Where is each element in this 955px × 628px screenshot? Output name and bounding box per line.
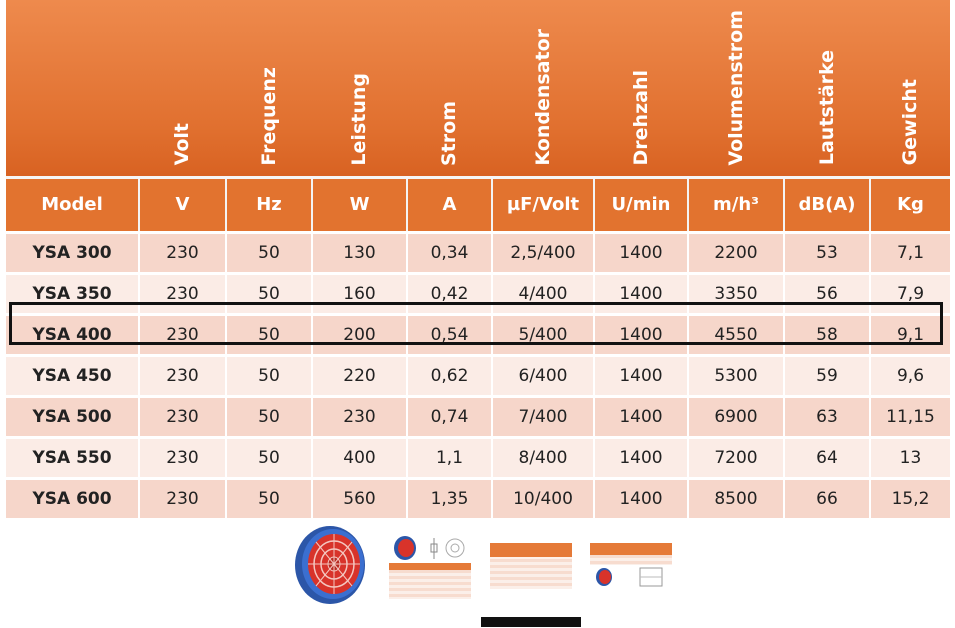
param-label: Volt	[171, 123, 193, 166]
column-header: µF/Volt	[492, 177, 594, 232]
value-cell: 200	[312, 314, 407, 355]
value-cell: 1400	[594, 232, 688, 273]
value-cell: 230	[139, 232, 226, 273]
value-cell: 0,42	[407, 273, 492, 314]
product-table-thumbnail[interactable]	[590, 543, 672, 589]
model-cell: YSA 350	[6, 273, 139, 314]
value-cell: 53	[784, 232, 870, 273]
param-label-cell	[784, 0, 870, 177]
table-row	[6, 232, 950, 273]
param-label-cell	[870, 0, 950, 177]
value-cell: 230	[139, 478, 226, 518]
value-cell: 230	[139, 273, 226, 314]
mini-table-header	[490, 543, 572, 557]
value-cell: 1,1	[407, 437, 492, 478]
value-cell: 50	[226, 273, 312, 314]
table-row	[6, 314, 950, 355]
param-label-cell	[226, 0, 312, 177]
column-header: A	[407, 177, 492, 232]
value-cell: 58	[784, 314, 870, 355]
value-cell: 5300	[688, 355, 784, 396]
table-row	[6, 273, 950, 314]
value-cell: 50	[226, 355, 312, 396]
value-cell: 7,9	[870, 273, 950, 314]
model-cell: YSA 300	[6, 232, 139, 273]
value-cell: 50	[226, 232, 312, 273]
value-cell: 13	[870, 437, 950, 478]
param-label: Kondensator	[531, 28, 554, 166]
column-header: W	[312, 177, 407, 232]
value-cell: 230	[312, 396, 407, 437]
model-cell: YSA 550	[6, 437, 139, 478]
value-cell: 66	[784, 478, 870, 518]
value-cell: 11,15	[870, 396, 950, 437]
carousel-scrollbar[interactable]	[481, 617, 581, 627]
mini-table-rows	[490, 559, 572, 589]
mini-table-rows	[590, 555, 672, 565]
value-cell: 1400	[594, 314, 688, 355]
value-cell: 0,54	[407, 314, 492, 355]
value-cell: 400	[312, 437, 407, 478]
value-cell: 9,1	[870, 314, 950, 355]
header-corner	[6, 0, 139, 177]
value-cell: 5/400	[492, 314, 594, 355]
value-cell: 4/400	[492, 273, 594, 314]
model-cell: YSA 450	[6, 355, 139, 396]
table-row	[6, 478, 950, 518]
value-cell: 2200	[688, 232, 784, 273]
value-cell: 50	[226, 437, 312, 478]
parameter-label-row	[6, 0, 950, 177]
param-label-cell	[492, 0, 594, 177]
spec-sheet-thumbnail[interactable]	[389, 533, 471, 599]
mini-table-header	[389, 563, 471, 570]
value-cell: 1400	[594, 478, 688, 518]
value-cell: 160	[312, 273, 407, 314]
value-cell: 6/400	[492, 355, 594, 396]
spec-table-area	[6, 0, 950, 518]
value-cell: 0,62	[407, 355, 492, 396]
value-cell: 0,74	[407, 396, 492, 437]
value-cell: 2,5/400	[492, 232, 594, 273]
value-cell: 50	[226, 478, 312, 518]
value-cell: 10/400	[492, 478, 594, 518]
value-cell: 1400	[594, 437, 688, 478]
table-body	[6, 232, 950, 518]
param-label-cell	[407, 0, 492, 177]
value-cell: 15,2	[870, 478, 950, 518]
table-row	[6, 396, 950, 437]
column-header: dB(A)	[784, 177, 870, 232]
column-header: Hz	[226, 177, 312, 232]
specification-table	[6, 0, 950, 518]
model-cell: YSA 600	[6, 478, 139, 518]
param-label-cell	[594, 0, 688, 177]
model-cell: YSA 500	[6, 396, 139, 437]
value-cell: 6900	[688, 396, 784, 437]
value-cell: 1400	[594, 273, 688, 314]
spec-sheet-drawing	[389, 533, 471, 563]
value-cell: 230	[139, 396, 226, 437]
value-cell: 7200	[688, 437, 784, 478]
data-table-thumbnail[interactable]	[490, 543, 572, 589]
param-label: Strom	[438, 100, 460, 166]
param-label: Drehzahl	[629, 70, 652, 166]
value-cell: 130	[312, 232, 407, 273]
product-drawing	[590, 565, 672, 589]
model-cell: YSA 400	[6, 314, 139, 355]
value-cell: 1400	[594, 355, 688, 396]
column-header: Kg	[870, 177, 950, 232]
table-row	[6, 355, 950, 396]
unit-header-row	[6, 177, 950, 232]
value-cell: 8/400	[492, 437, 594, 478]
param-label: Gewicht	[898, 79, 921, 166]
fan-photo-icon[interactable]	[292, 524, 370, 606]
value-cell: 230	[139, 355, 226, 396]
column-header: U/min	[594, 177, 688, 232]
value-cell: 4550	[688, 314, 784, 355]
column-header: V	[139, 177, 226, 232]
value-cell: 63	[784, 396, 870, 437]
param-label-cell	[688, 0, 784, 177]
value-cell: 56	[784, 273, 870, 314]
param-label: Lautstärke	[815, 50, 838, 166]
value-cell: 3350	[688, 273, 784, 314]
value-cell: 64	[784, 437, 870, 478]
value-cell: 50	[226, 314, 312, 355]
value-cell: 230	[139, 314, 226, 355]
param-label-cell	[139, 0, 226, 177]
column-header: m/h³	[688, 177, 784, 232]
mini-table-header	[590, 543, 672, 555]
value-cell: 560	[312, 478, 407, 518]
param-label: Frequenz	[257, 66, 280, 166]
fan-photo-graphic	[292, 524, 370, 606]
value-cell: 50	[226, 396, 312, 437]
param-label-cell	[312, 0, 407, 177]
value-cell: 1,35	[407, 478, 492, 518]
table-row	[6, 437, 950, 478]
param-label: Volumenstrom	[724, 10, 747, 166]
value-cell: 0,34	[407, 232, 492, 273]
value-cell: 59	[784, 355, 870, 396]
mini-table-rows	[389, 570, 471, 599]
value-cell: 7,1	[870, 232, 950, 273]
value-cell: 1400	[594, 396, 688, 437]
param-label: Leistung	[348, 73, 370, 166]
value-cell: 7/400	[492, 396, 594, 437]
value-cell: 230	[139, 437, 226, 478]
value-cell: 220	[312, 355, 407, 396]
column-header: Model	[6, 177, 139, 232]
value-cell: 9,6	[870, 355, 950, 396]
value-cell: 8500	[688, 478, 784, 518]
